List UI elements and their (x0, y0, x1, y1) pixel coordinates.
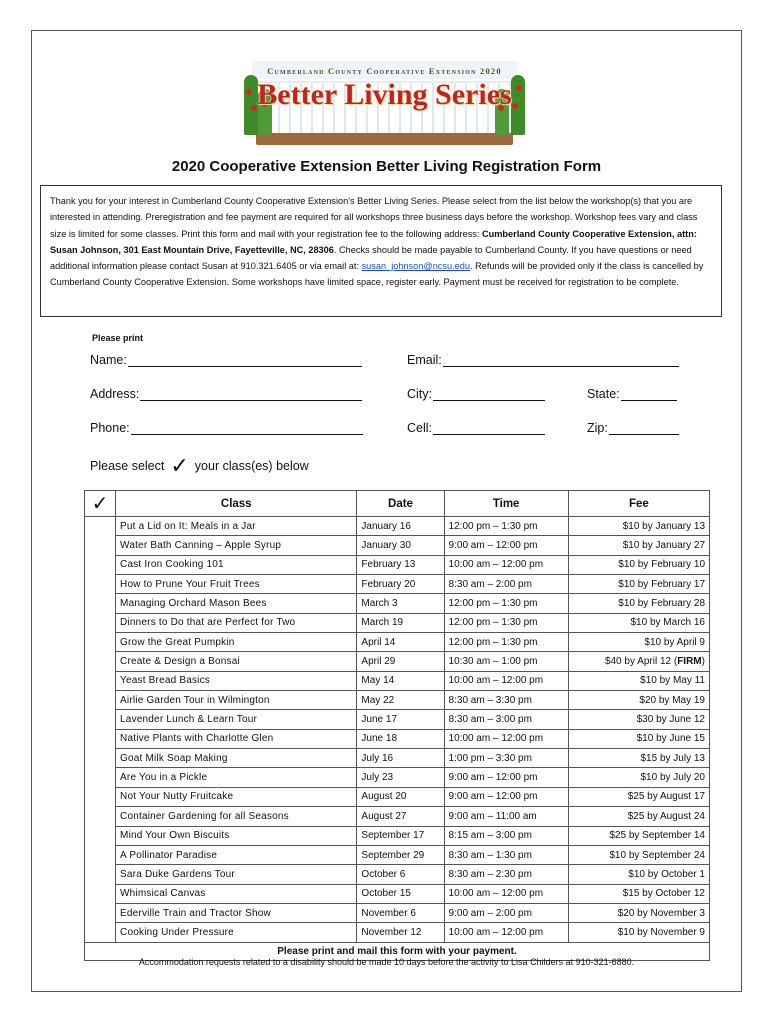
class-time: 8:15 am – 3:00 pm (444, 826, 568, 845)
table-row (85, 517, 710, 536)
class-checkbox-cell[interactable] (85, 826, 116, 845)
class-checkbox-cell[interactable] (85, 729, 116, 748)
fee-amount: $20 by November 3 (617, 907, 705, 919)
class-name: Whimsical Canvas (116, 884, 357, 903)
checkmark-icon: ✓ (170, 453, 189, 478)
table-row (85, 903, 710, 922)
email-field[interactable] (407, 353, 679, 367)
fee-note: FIRM (677, 656, 702, 668)
table-row (85, 884, 710, 903)
please-print-label: Please print (92, 333, 144, 343)
class-time: 10:30 am – 1:00 pm (444, 652, 568, 671)
phone-input-line[interactable] (131, 423, 363, 435)
fee-amount: $20 by May 19 (639, 694, 705, 706)
class-time: 12:00 pm – 1:30 pm (444, 594, 568, 613)
state-input-line[interactable] (621, 389, 677, 401)
address-label: Address: (90, 387, 140, 401)
class-fee (568, 613, 709, 632)
class-checkbox-cell[interactable] (85, 536, 116, 555)
class-time: 10:00 am – 12:00 pm (444, 923, 568, 942)
class-date: January 30 (357, 536, 444, 555)
fee-amount: $10 by April 9 (644, 636, 705, 648)
class-name: Native Plants with Charlotte Glen (116, 729, 357, 748)
email-input-line[interactable] (443, 355, 679, 367)
fee-amount: $10 by May 11 (640, 675, 705, 687)
class-date: October 6 (357, 865, 444, 884)
class-checkbox-cell[interactable] (85, 787, 116, 806)
class-checkbox-cell[interactable] (85, 633, 116, 652)
class-time: 9:00 am – 11:00 am (444, 807, 568, 826)
fee-amount: $15 by October 12 (622, 888, 705, 900)
fee-amount: $10 by June 15 (636, 733, 705, 745)
class-fee (568, 845, 709, 864)
table-row (85, 729, 710, 748)
intro-text-2: . Checks should be made payable to Cumberland County. If you have questions or need additional information please contact Susan at 910.321.6405 or via email at: (50, 244, 692, 272)
email-label: Email: (407, 353, 442, 367)
fee-amount: $10 by February 10 (618, 559, 705, 571)
class-date: May 22 (357, 691, 444, 710)
name-field[interactable] (90, 353, 362, 367)
class-name: A Pollinator Paradise (116, 845, 357, 864)
fee-amount: $25 by September 14 (609, 830, 705, 842)
class-fee: $40 by April 12 (FIRM) (568, 652, 709, 671)
fee-amount: $10 by February 17 (618, 578, 705, 590)
class-time: 12:00 pm – 1:30 pm (444, 633, 568, 652)
class-checkbox-cell[interactable] (85, 575, 116, 594)
class-fee (568, 575, 709, 594)
class-name: Water Bath Canning – Apple Syrup (116, 536, 357, 555)
table-row (85, 787, 710, 806)
class-time: 8:30 am – 1:30 pm (444, 845, 568, 864)
class-date: April 29 (357, 652, 444, 671)
table-row (85, 575, 710, 594)
fee-header: Fee (568, 491, 709, 517)
class-checkbox-cell[interactable] (85, 710, 116, 729)
class-checkbox-cell[interactable] (85, 517, 116, 536)
class-checkbox-cell[interactable] (85, 594, 116, 613)
class-checkbox-cell[interactable] (85, 903, 116, 922)
fee-amount: $10 by January 13 (622, 520, 705, 532)
zip-field[interactable] (587, 421, 679, 435)
class-date: November 12 (357, 923, 444, 942)
class-date: January 16 (357, 517, 444, 536)
class-date: June 18 (357, 729, 444, 748)
table-row (85, 633, 710, 652)
fee-amount: $40 by April 12 ( (604, 656, 678, 668)
class-checkbox-cell[interactable] (85, 613, 116, 632)
table-row (85, 845, 710, 864)
class-date: September 29 (357, 845, 444, 864)
class-date: June 17 (357, 710, 444, 729)
class-date: August 27 (357, 807, 444, 826)
class-name: Airlie Garden Tour in Wilmington (116, 691, 357, 710)
name-input-line[interactable] (128, 355, 362, 367)
class-name: Lavender Lunch & Learn Tour (116, 710, 357, 729)
class-date: July 23 (357, 768, 444, 787)
accommodation-note: Accommodation requests related to a disability should be made 10 days before the activity to Lisa Childers at 910-321-6880. (138, 957, 635, 967)
class-checkbox-cell[interactable] (85, 671, 116, 690)
class-time: 9:00 am – 2:00 pm (444, 903, 568, 922)
class-checkbox-cell[interactable] (85, 652, 116, 671)
city-input-line[interactable] (433, 389, 545, 401)
intro-text-3: . Refunds will be provided only if the class is cancelled by Cumberland County Cooperative Extension. Some workshops have limited space, register early. Payment must be received for registration to be complete. (50, 261, 704, 288)
class-checkbox-cell[interactable] (85, 884, 116, 903)
name-label: Name: (90, 353, 127, 367)
class-fee (568, 865, 709, 884)
class-fee (568, 729, 709, 748)
class-name: Grow the Great Pumpkin (116, 633, 357, 652)
class-checkbox-cell[interactable] (85, 845, 116, 864)
table-row (85, 865, 710, 884)
table-row (85, 923, 710, 942)
logo-ground (256, 133, 513, 145)
class-time: 9:00 am – 12:00 pm (444, 768, 568, 787)
class-checkbox-cell[interactable] (85, 555, 116, 574)
class-fee (568, 594, 709, 613)
checkmark-icon: ✓ (85, 491, 116, 517)
class-name: Cast Iron Cooking 101 (116, 555, 357, 574)
class-fee (568, 923, 709, 942)
class-name: Put a Lid on It: Meals in a Jar (116, 517, 357, 536)
class-time: 10:00 am – 12:00 pm (444, 555, 568, 574)
cell-label: Cell: (407, 421, 433, 435)
logo-top-text: Cumberland County Cooperative Extension 2020 (267, 66, 502, 76)
class-header: Class (116, 491, 357, 517)
table-row (85, 749, 710, 768)
cell-field[interactable] (407, 421, 545, 435)
class-checkbox-cell[interactable] (85, 691, 116, 710)
class-date: November 6 (357, 903, 444, 922)
class-checkbox-cell[interactable] (85, 923, 116, 942)
table-row (85, 652, 710, 671)
fee-amount: $10 by October 1 (628, 868, 705, 880)
class-checkbox-cell[interactable] (85, 768, 116, 787)
classes-table (84, 490, 710, 961)
date-header: Date (357, 491, 444, 517)
table-row (85, 536, 710, 555)
class-name: Not Your Nutty Fruitcake (116, 787, 357, 806)
phone-field[interactable] (90, 421, 363, 435)
phone-label: Phone: (90, 421, 130, 435)
class-name: Create & Design a Bonsai (116, 652, 357, 671)
select-prefix: Please select (90, 459, 165, 473)
class-fee (568, 517, 709, 536)
class-name: Cooking Under Pressure (116, 923, 357, 942)
logo-main-text: Better Living Series (257, 78, 512, 111)
table-header-row (85, 491, 710, 517)
class-date: August 20 (357, 787, 444, 806)
fee-amount: $10 by September 24 (609, 849, 705, 861)
class-time: 1:00 pm – 3:30 pm (444, 749, 568, 768)
cell-input-line[interactable] (433, 423, 545, 435)
fee-amount: $10 by March 16 (630, 617, 705, 629)
class-time: 12:00 pm – 1:30 pm (444, 517, 568, 536)
class-time: 9:00 am – 12:00 pm (444, 787, 568, 806)
fee-amount: $10 by July 20 (640, 772, 705, 784)
class-time: 8:30 am – 2:00 pm (444, 575, 568, 594)
city-label: City: (407, 387, 432, 401)
table-row (85, 671, 710, 690)
class-date: July 16 (357, 749, 444, 768)
class-date: February 20 (357, 575, 444, 594)
class-date: February 13 (357, 555, 444, 574)
class-fee (568, 826, 709, 845)
form-title: 2020 Cooperative Extension Better Living Registration Form (171, 158, 602, 175)
class-checkbox-cell[interactable] (85, 807, 116, 826)
class-fee (568, 749, 709, 768)
city-field[interactable] (407, 387, 545, 401)
better-living-logo (238, 55, 531, 150)
class-name: Yeast Bread Basics (116, 671, 357, 690)
class-time: 8:30 am – 3:30 pm (444, 691, 568, 710)
class-date: March 3 (357, 594, 444, 613)
class-checkbox-cell[interactable] (85, 749, 116, 768)
class-time: 12:00 pm – 1:30 pm (444, 613, 568, 632)
select-suffix: your class(es) below (194, 459, 309, 473)
class-time: 8:30 am – 2:30 pm (444, 865, 568, 884)
class-date: March 19 (357, 613, 444, 632)
class-name: Goat Milk Soap Making (116, 749, 357, 768)
table-row (85, 613, 710, 632)
class-checkbox-cell[interactable] (85, 865, 116, 884)
intro-box (40, 185, 722, 317)
class-time: 10:00 am – 12:00 pm (444, 884, 568, 903)
class-name: Sara Duke Gardens Tour (116, 865, 357, 884)
mail-instruction: Please print and mail this form with your payment. (85, 942, 710, 960)
class-name: Are You in a Pickle (116, 768, 357, 787)
class-fee (568, 768, 709, 787)
class-fee (568, 555, 709, 574)
zip-input-line[interactable] (609, 423, 679, 435)
address-input-line[interactable] (140, 389, 362, 401)
address-field[interactable] (90, 387, 362, 401)
time-header: Time (444, 491, 568, 517)
class-time: 10:00 am – 12:00 pm (444, 729, 568, 748)
table-row (85, 594, 710, 613)
class-fee (568, 671, 709, 690)
class-name: Mind Your Own Biscuits (116, 826, 357, 845)
class-name: Container Gardening for all Seasons (116, 807, 357, 826)
state-field[interactable] (587, 387, 677, 401)
class-date: May 14 (357, 671, 444, 690)
class-name: Dinners to Do that are Perfect for Two (116, 613, 357, 632)
intro-text-1: Thank you for your interest in Cumberland County Cooperative Extension's Better Living Series. Please select from the list below the workshop(s) that you are interested in attending. Preregistration and fee payment are required for all workshops three business days before the workshop. Workshop fees vary and class size is limited for some classes. Print this form and mail with your registration fee to the following address: (50, 196, 698, 239)
class-fee (568, 884, 709, 903)
email-link[interactable]: susan_johnson@ncsu.edu (361, 261, 470, 272)
class-name: How to Prune Your Fruit Trees (116, 575, 357, 594)
table-row (85, 826, 710, 845)
fee-amount: $10 by February 28 (618, 598, 705, 610)
fee-amount: $10 by January 27 (622, 540, 705, 552)
class-fee (568, 787, 709, 806)
class-time: 9:00 am – 12:00 pm (444, 536, 568, 555)
table-row (85, 710, 710, 729)
state-label: State: (587, 387, 620, 401)
fee-amount: $15 by July 13 (640, 752, 705, 764)
class-date: October 15 (357, 884, 444, 903)
class-fee (568, 903, 709, 922)
fee-amount: $10 by November 9 (617, 926, 705, 938)
class-date: April 14 (357, 633, 444, 652)
class-name: Managing Orchard Mason Bees (116, 594, 357, 613)
table-row (85, 555, 710, 574)
zip-label: Zip: (587, 421, 608, 435)
table-row (85, 768, 710, 787)
fee-amount: $25 by August 24 (627, 810, 705, 822)
class-fee (568, 691, 709, 710)
mailing-address: Cumberland County Cooperative Extension, attn: Susan Johnson, 301 East Mountain Drive, Fayetteville, NC, 28306 (50, 228, 697, 255)
fee-amount: $30 by June 12 (636, 714, 705, 726)
class-fee (568, 633, 709, 652)
class-time: 10:00 am – 12:00 pm (444, 671, 568, 690)
class-date: September 17 (357, 826, 444, 845)
class-time: 8:30 am – 3:00 pm (444, 710, 568, 729)
class-fee (568, 536, 709, 555)
class-fee (568, 710, 709, 729)
table-row (85, 691, 710, 710)
fee-amount: $25 by August 17 (627, 791, 705, 803)
table-row (85, 807, 710, 826)
class-name: Ederville Train and Tractor Show (116, 903, 357, 922)
class-fee (568, 807, 709, 826)
select-instruction (90, 453, 309, 478)
